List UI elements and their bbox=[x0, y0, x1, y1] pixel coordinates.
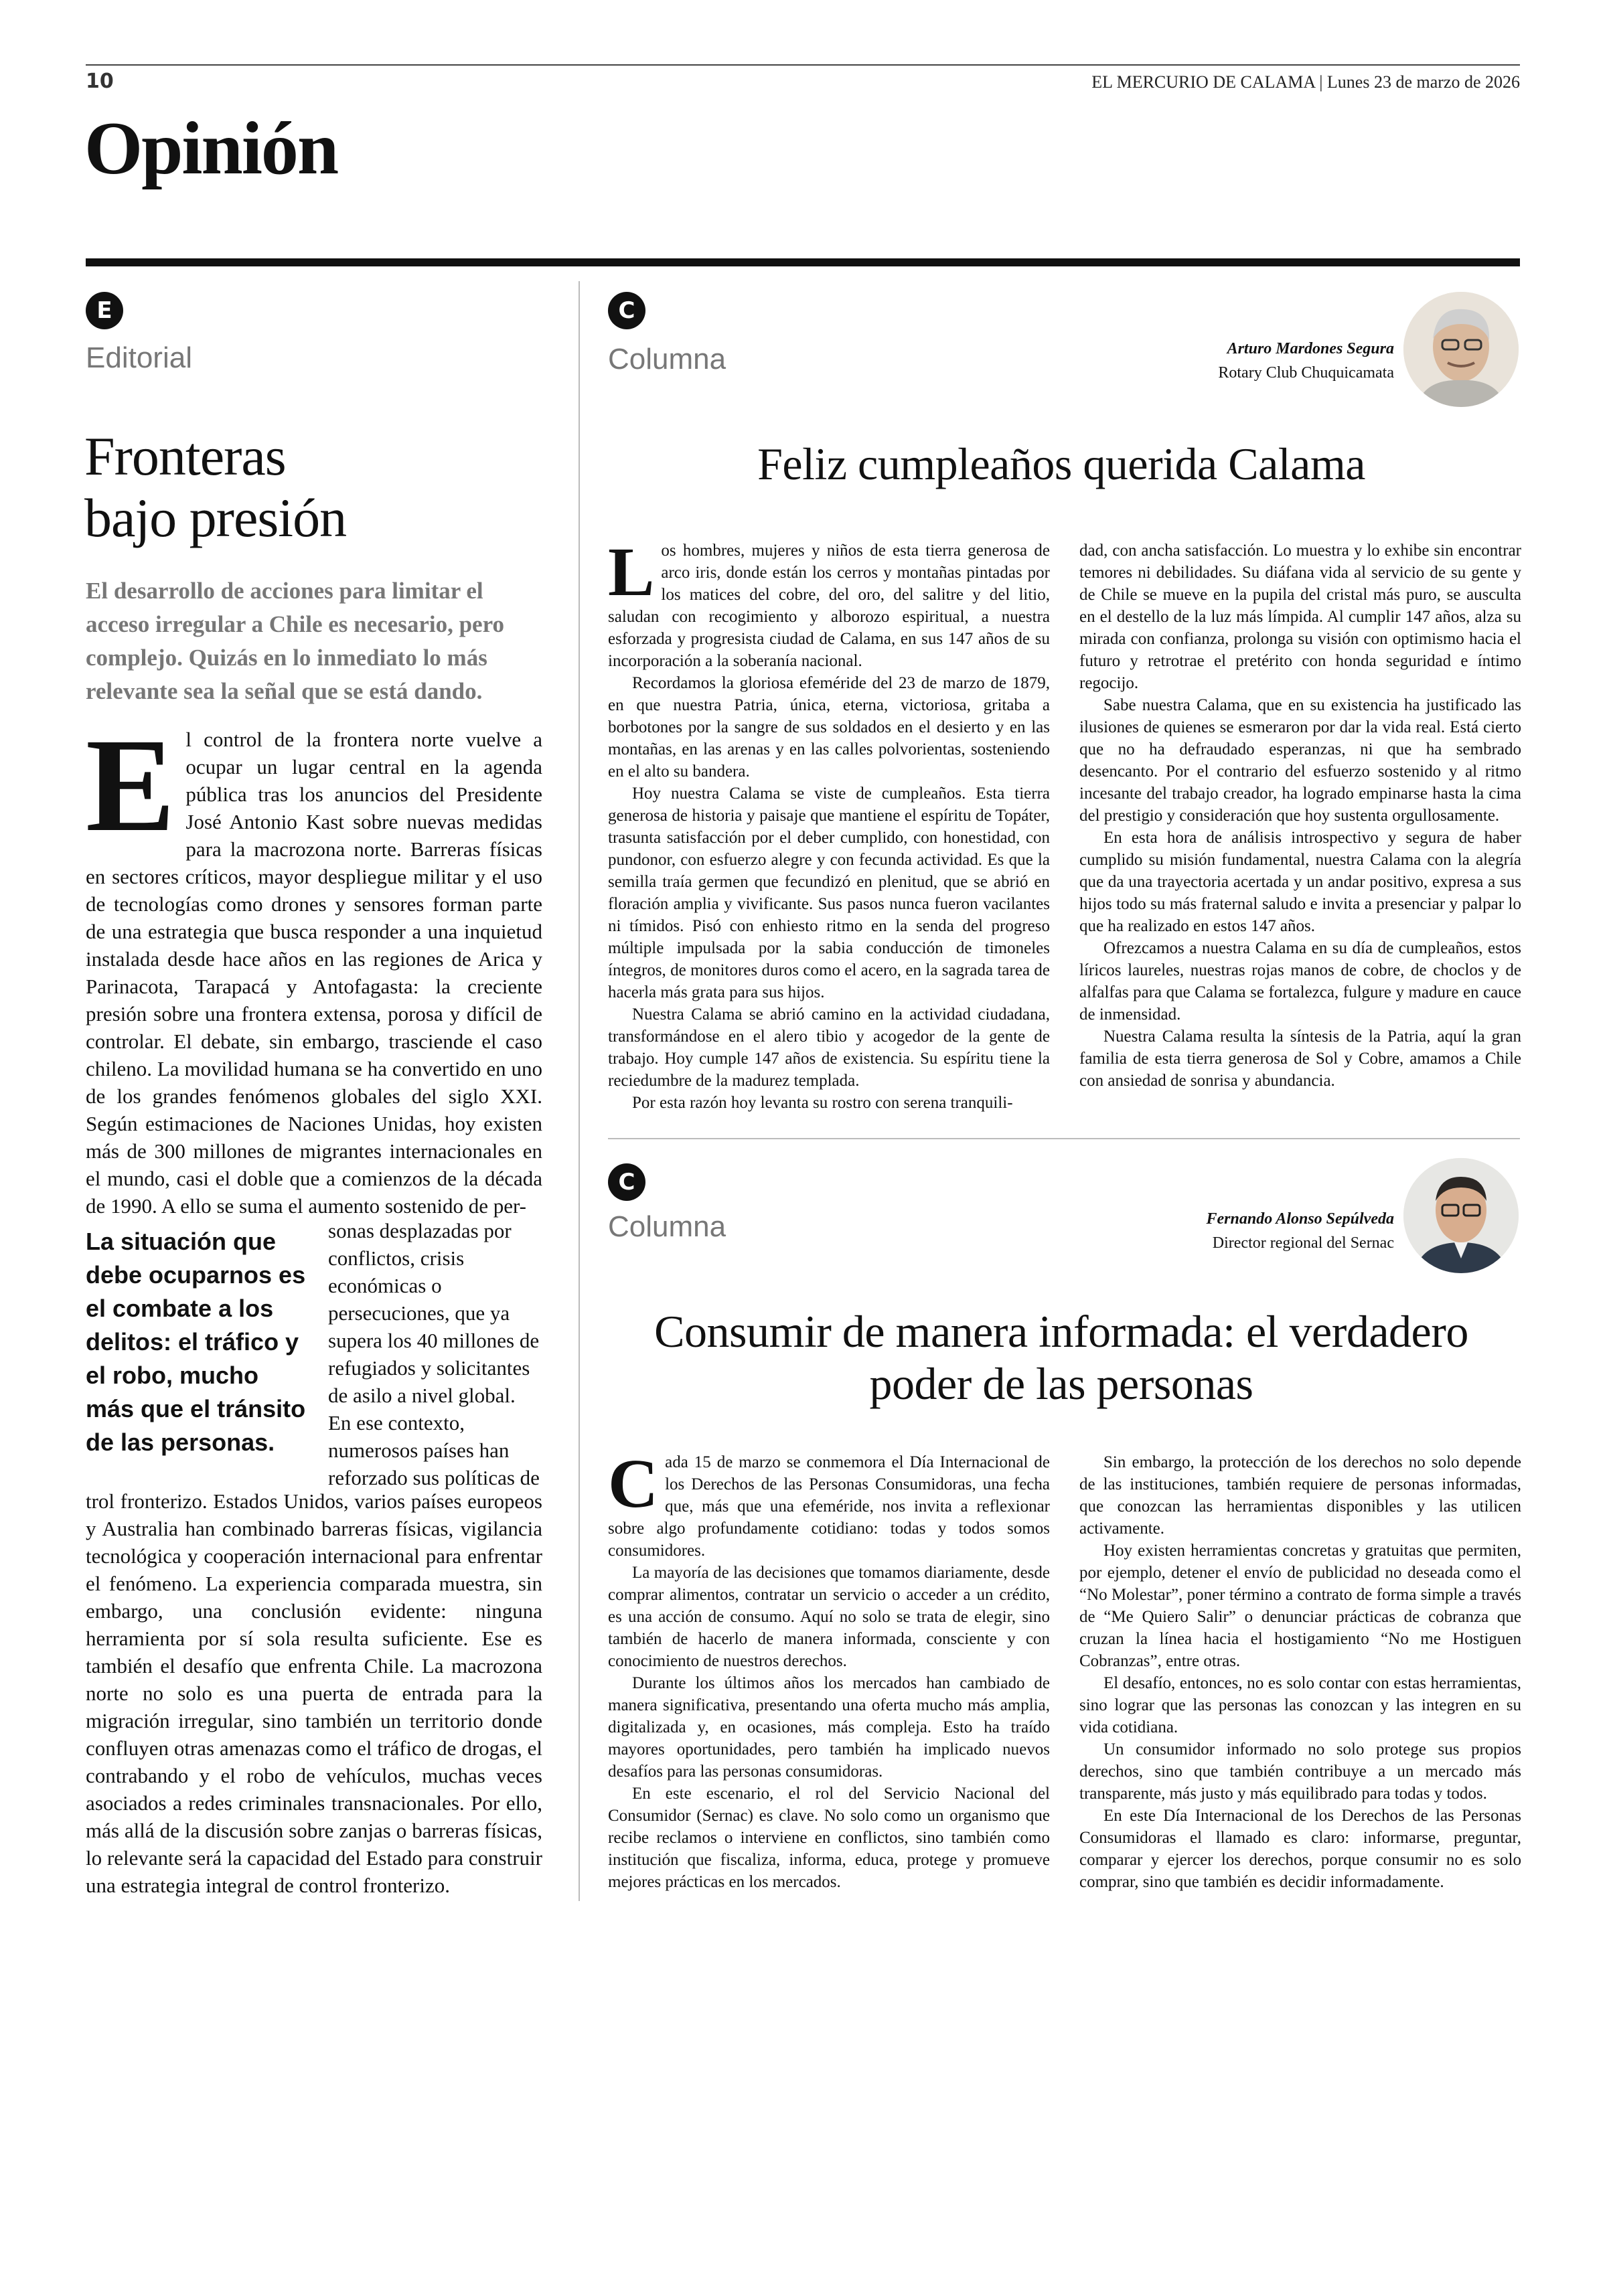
column1-dropcap: L bbox=[608, 534, 655, 610]
editorial-body-mid: sonas desplazadas por conflictos, crisis económicas o persecuciones, que ya supera los 40 millones de refugiados y solicitantes de asilo a nivel global. En ese contexto, numerosos países han reforzado sus políticas de bbox=[328, 1219, 540, 1489]
section-rule bbox=[86, 258, 1520, 266]
column2-paragraph: Cada 15 de marzo se conmemora el Día Internacional de los Derechos de las Personas Consumidoras, una fecha que, más que una efeméride, nos invita a reflexionar sobre algo profundamente cotidiano: todas y todos somos consumidores. bbox=[608, 1445, 1050, 1560]
column1-author: Arturo Mardones Segura bbox=[1227, 340, 1394, 357]
column1-col2 bbox=[1079, 540, 1521, 1092]
column2-headline bbox=[603, 1305, 1520, 1410]
editorial-kicker: Editorial bbox=[86, 341, 192, 374]
column2-col1 bbox=[608, 1445, 1050, 1893]
column1-role: Rotary Club Chuquicamata bbox=[1218, 364, 1394, 382]
column2-role: Director regional del Sernac bbox=[1212, 1234, 1394, 1252]
column1-paragraph: Por esta razón hoy levanta su rostro con serena tranquili- bbox=[632, 1094, 1013, 1112]
column1-paragraph: Sabe nuestra Calama, que en su existencia ha justificado las ilusiones de quienes se esmeraron por dar la vida real. Está cierto que no ha defraudado esperanzas, ni que ha sembrado desencanto. Por el contrario del esfuerzo sostenido y al ritmo incesante del trabajo creador, ha logrado empinarse hasta la cima del prestigio y consideración que hoy sustenta orgullosamente. bbox=[1079, 696, 1521, 825]
column1-paragraph: Recordamos la gloriosa efeméride del 23 de marzo de 1879, en que nuestra Patria, única, eterna, victoriosa, gritaba a borbotones por la sangre de sus soldados en el desierto y en las montañas, en las arenas y en las calles polvorientas, sosteniendo en el alto su bandera. bbox=[608, 674, 1050, 781]
page-number: 10 bbox=[86, 70, 114, 93]
column2-kicker: Columna bbox=[608, 1210, 726, 1243]
editorial-lead: El desarrollo de acciones para limitar el acceso irregular a Chile es necesario, pero complejo. Quizás en lo inmediato lo más relevante sea la señal que se está dando. bbox=[86, 578, 504, 704]
editorial-body-top bbox=[86, 726, 542, 1221]
editorial-headline-line1: Fronteras bbox=[84, 426, 286, 487]
column1-paragraph: Ofrezcamos a nuestra Calama en su día de cumpleaños, estos líricos laureles, nuestras rojas manos de cobre, de choclos y de alfalfas para que Calama se fortalezca, fulgure y madure en cauce de inmensidad. bbox=[1079, 939, 1521, 1023]
column1-paragraph: En esta hora de análisis introspectivo y segura de haber cumplido su misión fundamental, nuestra Calama con la alegría que da una trayectoria acertada y un andar positivo, expresa a sus hijos todo su más fraternal saludo e invita a presenciar y palpar lo que ha realizado en estos 147 años. bbox=[1079, 829, 1521, 935]
section-title: Opinión bbox=[84, 107, 338, 190]
editorial-badge: E bbox=[86, 292, 123, 329]
editorial-body-end: trol fronterizo. Estados Unidos, varios países europeos y Australia han combinado barreras físicas, vigilancia tecnológica y cooperación internacional para enfrentar el fenómeno. La experiencia comparada muestra, sin embargo, una conclusión evidente: ninguna herramienta por sí sola resulta suficiente. Ese es también el desafío que enfrenta Chile. La macrozona norte no solo es una puerta de entrada para la migración irregular, sino también un territorio donde confluyen otras amenazas como el tráfico de drogas, el contrabando y el robo de vehículos, muchas veces asociados a redes criminales transnacionales. Por ello, más allá de la discusión sobre zanjas o barreras físicas, lo relevante será la capacidad del Estado para construir una estrategia integral de control fronterizo. bbox=[86, 1489, 542, 1897]
column-divider bbox=[579, 281, 580, 1901]
column1-paragraph: Hoy nuestra Calama se viste de cumpleaños. Esta tierra generosa de historia y paisaje que mantiene el espíritu de Topáter, trasunta satisfacción por el deber cumplido, con honestidad, con pundonor, con esfuerzo alegre y con fecunda actividad. Es que la semilla traía germen que fecundizó en plenitud, que se abrió en floración amplia y vivificante. Sus pasos nunca fueron vacilantes ni tímidos. Pisó con enhiesto ritmo en la senda del progreso múltiple impulsada por la sabia conducción de timoneles íntegros, de monitores duros como el acero, en la sagrada tarea de hacerla más grata para sus hijos. bbox=[608, 785, 1050, 1001]
editorial-dropcap: E bbox=[86, 726, 175, 859]
column1-paragraph: Nuestra Calama resulta la síntesis de la Patria, aquí la gran familia de esta tierra generosa de Sol y Cobre, amamos a Chile con ansiedad de sonrisa y abundancia. bbox=[1079, 1028, 1521, 1090]
editorial-headline bbox=[84, 426, 566, 549]
column2-headline-line1: Consumir de manera informada: el verdadero bbox=[654, 1306, 1468, 1357]
header-rule bbox=[86, 64, 1520, 66]
column2-paragraph: Sin embargo, la protección de los derechos no solo depende de las instituciones, también requiere de personas informadas, que conozcan las herramientas disponibles y las utilicen activamente. bbox=[1079, 1453, 1521, 1538]
editorial-headline-line2: bajo presión bbox=[84, 487, 347, 548]
column1-badge: C bbox=[608, 292, 645, 329]
column2-paragraph: Durante los últimos años los mercados han cambiado de manera significativa, presentando una oferta mucho más amplia, digitalizada y, en ocasiones, más compleja. Esto ha traído mayores oportunidades, pero también ha implicado nuevos desafíos para las personas consumidoras. bbox=[608, 1674, 1050, 1781]
column1-paragraph: Nuestra Calama se abrió camino en la actividad ciudadana, transformándose en el alero tibio y acogedor de la gente de trabajo. Hoy cumple 147 años de existencia. Su espíritu tiene la reciedumbre de la madurez templada. bbox=[608, 1005, 1050, 1090]
column1-paragraph: Los hombres, mujeres y niños de esta tierra generosa de arco iris, donde están los cerros y montañas pintadas por los matices del cobre, del oro, del salitre y del litio, saludan con recogimiento y alborozo espiritual, a nuestra esforzada y progresista ciudad de Calama, en sus 147 años de su incorporación a la soberanía nacional. bbox=[608, 534, 1050, 670]
column2-author: Fernando Alonso Sepúlveda bbox=[1206, 1210, 1394, 1228]
author-photo-icon bbox=[1403, 292, 1519, 407]
column1-paragraph: dad, con ancha satisfacción. Lo muestra y lo exhibe sin encontrar temores ni debilidades. Su diáfana vida al servicio de su gente y de Chile se mueve en la pupila del cristal más puro, se ausculta en el destello de la luz más límpida. Al cumplir 147 años, alza su mirada con confianza, prolonga su visión con optimismo hacia el futuro y retrotrae el pretérito con honda seguridad e íntimo regocijo. bbox=[1079, 542, 1521, 692]
column2-paragraph: El desafío, entonces, no es solo contar con estas herramientas, sino lograr que las personas las conozcan y las integren en su vida cotidiana. bbox=[1079, 1674, 1521, 1736]
column2-paragraph: Un consumidor informado no solo protege sus propios derechos, sino que también contribuye a un mercado más transparente, más justo y más equilibrado para todas y todos. bbox=[1079, 1740, 1521, 1803]
column2-paragraph: Hoy existen herramientas concretas y gratuitas que permiten, por ejemplo, detener el envío de publicidad no deseada como el “No Molestar”, poner término a contrato de forma simple a través de “Me Quiero Salir” o denunciar prácticas de cobranza que cruzan la línea hacia el hostigamiento “No me Hostiguen Cobranzas”, entre otras. bbox=[1079, 1542, 1521, 1670]
column1-col1 bbox=[608, 534, 1050, 1114]
column2-paragraph: En este escenario, el rol del Servicio Nacional del Consumidor (Sernac) es clave. No solo como un organismo que recibe reclamos o interviene en conflictos, sino también como institución que fiscaliza, informa, educa, protege y promueve mejores prácticas en los mercados. bbox=[608, 1785, 1050, 1891]
masthead: EL MERCURIO DE CALAMA | Lunes 23 de marzo de 2026 bbox=[1091, 72, 1520, 92]
column1-kicker: Columna bbox=[608, 343, 726, 376]
column-separator bbox=[608, 1138, 1520, 1139]
column2-headline-line2: poder de las personas bbox=[869, 1358, 1253, 1409]
column2-col2 bbox=[1079, 1451, 1521, 1893]
column1-headline: Feliz cumpleaños querida Calama bbox=[757, 438, 1365, 489]
column2-paragraph: La mayoría de las decisiones que tomamos diariamente, desde comprar alimentos, contratar un servicio o acceder a un crédito, es una acción de consumo. Aquí no solo se trata de elegir, sino también de hacerlo de manera informada, consciente y con conocimiento de nuestros derechos. bbox=[608, 1564, 1050, 1670]
author-photo-icon bbox=[1403, 1158, 1519, 1273]
column2-dropcap: C bbox=[608, 1445, 659, 1522]
column2-badge: C bbox=[608, 1163, 645, 1201]
editorial-body-start: l control de la frontera norte vuelve a ocupar un lugar central en la agenda pública tras los anuncios del Presidente José Antonio Kast sobre nuevas medidas para la macrozona norte. Barreras físicas en sectores críticos, mayor despliegue militar y el uso de tecnologías como drones y sensores forman parte de una estrategia que busca responder a una inquietud instalada desde hace años en las regiones de Arica y Parinacota, Tarapacá y Antofagasta: la creciente presión sobre una frontera extensa, porosa y difícil de controlar. El debate, sin embargo, trasciende el caso chileno. La movilidad humana se ha convertido en uno de los grandes fenómenos globales del siglo XXI. Según estimaciones de Naciones Unidas, hoy existen más de 300 millones de migrantes internacionales en el mundo, casi el doble que a comienzos de la década de 1990. A ello se suma el aumento sostenido de per- bbox=[86, 728, 542, 1218]
editorial-pullquote: La situación que debe ocuparnos es el combate a los delitos: el tráfico y el robo, mucho más que el tránsito de las personas. bbox=[86, 1228, 306, 1456]
column2-paragraph: En este Día Internacional de los Derechos de las Personas Consumidoras el llamado es claro: informarse, preguntar, comparar y ejercer los derechos, porque consumir no es solo comprar, sino que también es decidir informadamente. bbox=[1079, 1807, 1521, 1891]
